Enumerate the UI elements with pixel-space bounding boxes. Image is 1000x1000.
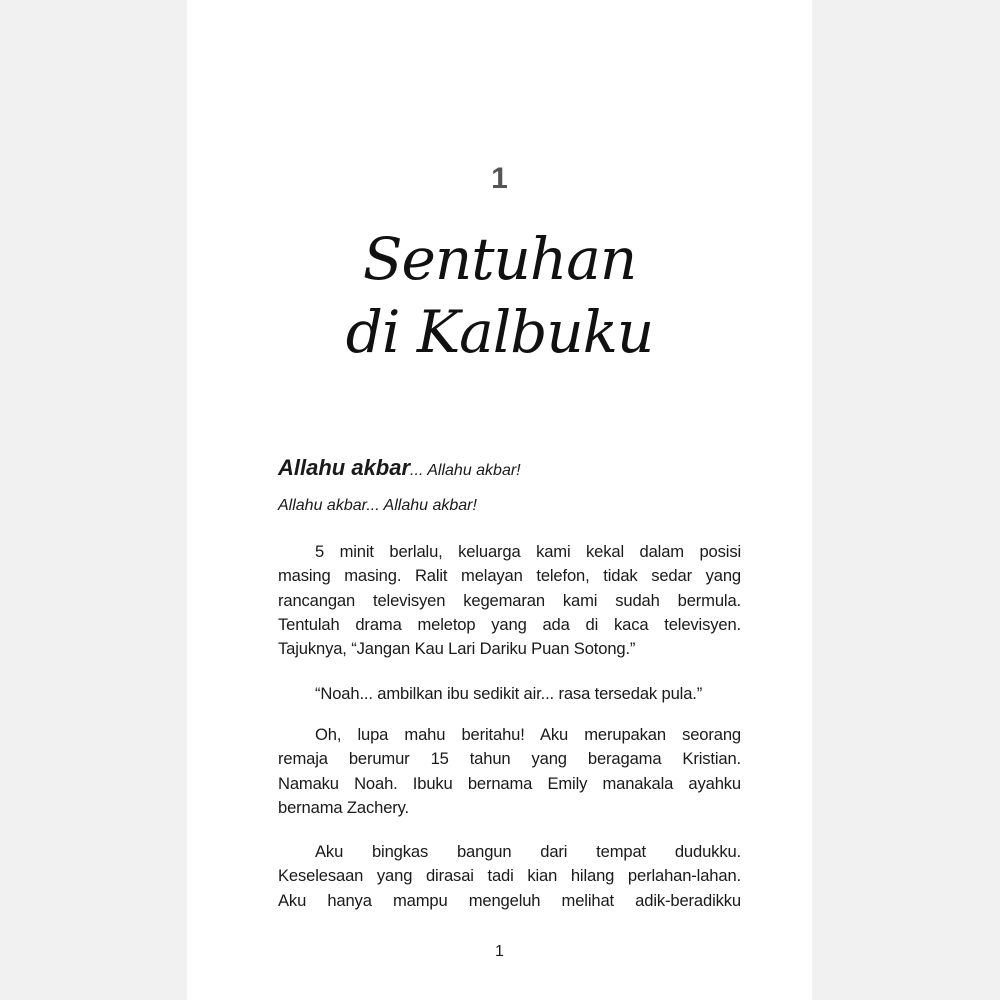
text-line: bernama Zachery. [278,797,410,817]
text-line: “Noah... ambilkan ibu sedikit air... rasa tersedak pula.” [315,684,703,703]
chapter-title-line-2: di Kalbuku [345,298,654,366]
opening-line-2: Allahu akbar... Allahu akbar! [278,497,477,514]
text-line: Keselesaan yang dirasai tadi kian hilang perlahan-lahan. [278,866,741,886]
opening-bold: Allahu akbar [278,455,411,480]
text-line: masing masing. Ralit melayan telefon, tidak sedar yang [278,566,741,586]
text-line: Tajuknya, “Jangan Kau Lari Dariku Puan Sotong.” [278,639,636,659]
chapter-number: 1 [491,162,508,195]
paragraph [278,540,741,661]
text-line: Namaku Noah. Ibuku bernama Emily manakala ayahku [278,773,741,793]
text-line: Tentulah drama meletop yang ada di kaca televisyen. [278,614,741,634]
opening-line [278,455,741,481]
text-line: rancangan televisyen kegemaran kami sudah bermula. [278,590,741,610]
paragraph [278,840,741,913]
paragraph [278,723,741,820]
text-line: remaja berumur 15 tahun yang beragama Kristian. [278,749,741,769]
book-page [187,0,812,1000]
page-number: 1 [495,943,504,960]
text-line: Aku hanya mampu mengeluh melihat adik-beradikku [278,890,741,910]
opening-rest: ... Allahu akbar! [410,462,521,479]
chapter-title-line-1: Sentuhan [362,225,637,293]
text-line: Oh, lupa mahu beritahu! Aku merupakan seorang [315,725,741,744]
paragraph [278,682,741,706]
text-line: 5 minit berlalu, keluarga kami kekal dalam posisi [315,542,741,561]
text-line: Aku bingkas bangun dari tempat dudukku. [315,842,741,861]
